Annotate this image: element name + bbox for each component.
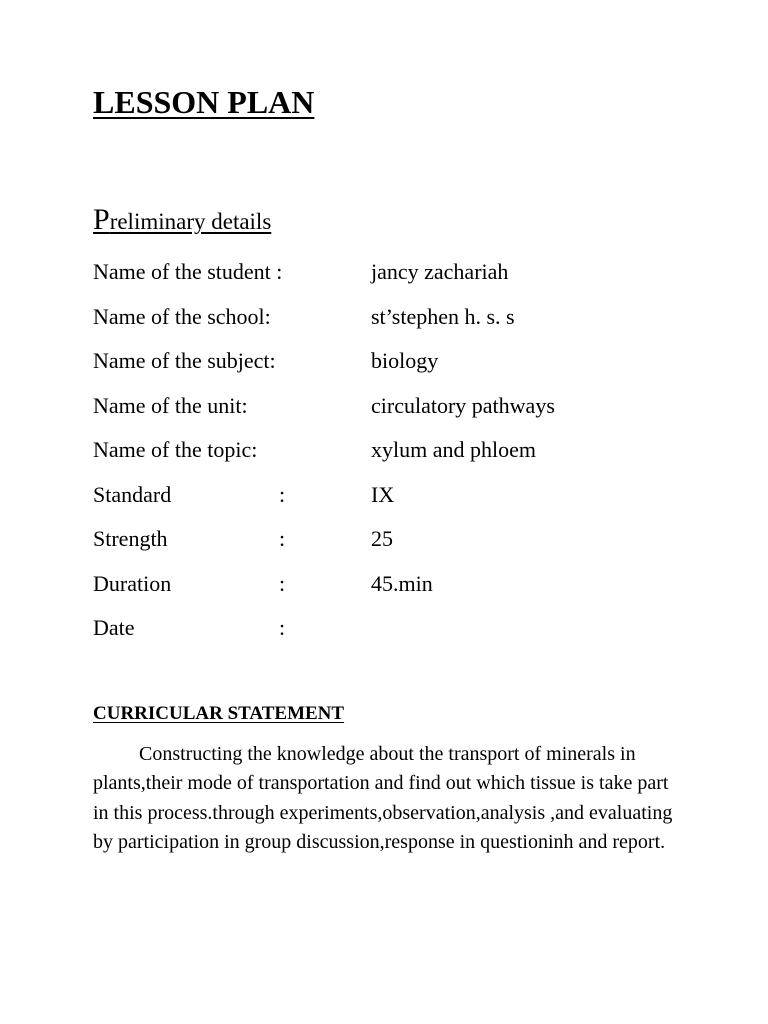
detail-value: xylum and phloem (371, 437, 536, 462)
detail-label: Duration (93, 570, 172, 596)
detail-value: 25 (371, 526, 393, 551)
detail-row-standard (93, 481, 693, 526)
detail-label: Date (93, 615, 135, 640)
detail-row-topic (93, 436, 693, 481)
detail-value: st’stephen h. s. s (371, 303, 515, 329)
detail-row-school (93, 303, 693, 348)
detail-value: circulatory pathways (371, 392, 555, 418)
heading-rest: reliminary details (109, 209, 272, 234)
detail-value: jancy zachariah (371, 259, 509, 284)
preliminary-details-heading (93, 205, 271, 235)
page-title: LESSON PLAN (93, 84, 315, 120)
curricular-statement-body: Constructing the knowledge about the transport of minerals in plants,their mode of transportation and find out which tissue is take part in this process.through experiments,observation,analysis ,and evaluating by participation in group discussion,response in questioninh and report. (93, 743, 673, 853)
preliminary-details-list (93, 258, 693, 659)
detail-row-strength (93, 525, 693, 570)
detail-value: IX (371, 481, 395, 507)
detail-label: Name of the school: (93, 303, 271, 329)
detail-colon: : (279, 481, 286, 507)
detail-label: Strength (93, 526, 168, 551)
detail-row-unit (93, 392, 693, 437)
detail-colon: : (279, 570, 286, 596)
detail-value: biology (371, 348, 439, 373)
detail-row-student (93, 258, 693, 303)
detail-row-subject (93, 347, 693, 392)
heading-initial: P (93, 203, 110, 236)
detail-label: Standard (93, 481, 172, 507)
detail-label: Name of the student : (93, 259, 283, 284)
detail-label: Name of the topic: (93, 437, 258, 462)
detail-colon: : (279, 615, 286, 640)
detail-colon: : (279, 526, 286, 551)
curricular-statement-heading: CURRICULAR STATEMENT (93, 703, 345, 724)
detail-label: Name of the subject: (93, 348, 276, 373)
detail-row-date (93, 614, 693, 659)
detail-row-duration (93, 570, 693, 615)
detail-value: 45.min (371, 570, 433, 596)
detail-label: Name of the unit: (93, 392, 248, 418)
